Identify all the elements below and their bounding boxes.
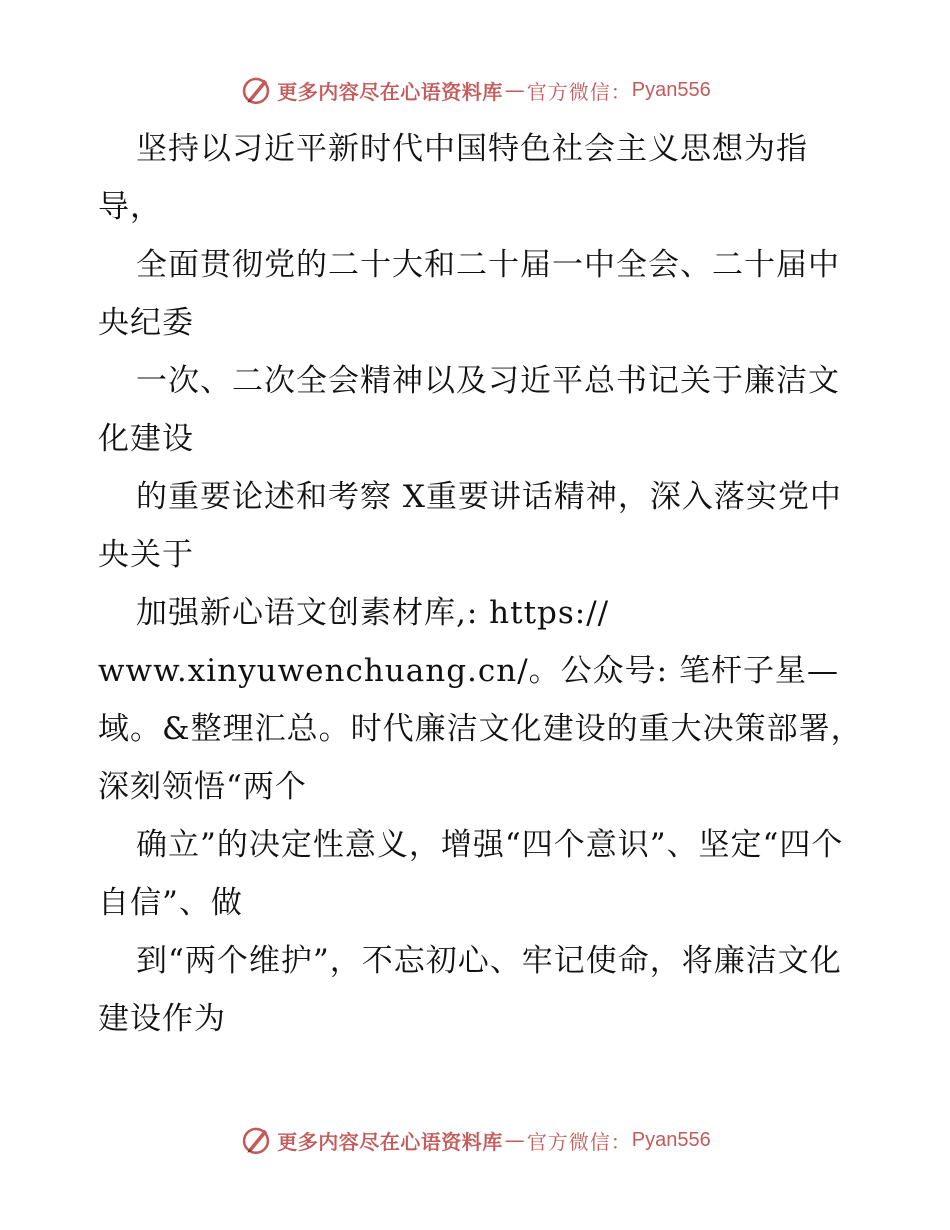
banner-separator: — [504,1128,525,1152]
banner-wechat-id: Pyan556 [631,78,711,101]
pen-logo-icon [239,1123,273,1157]
paragraph-6: 确立”的决定性意义，增强“四个意识”、坚定“四个自信”、做 [98,827,844,921]
paragraph-7: 到“两个维护”，不忘初心、牢记使命，将廉洁文化建设作为 [98,943,842,1037]
paragraph-3: 一次、二次全会精神以及习近平总书记关于廉洁文化建设 [98,363,840,457]
paragraph-5: 加强新心语文创素材库,: https:// www.xinyuwenchuang.cn/。公众号: 笔杆子星—域。&整理汇总。时代廉洁文化建设的重大决策部署，深刻领悟“两个 [98,595,863,805]
footer-banner [0,1120,950,1160]
pen-logo-icon [239,73,273,107]
banner-official-label: 官方微信： [526,1129,632,1154]
paragraph-1: 坚持以习近平新时代中国特色社会主义思想为指导， [98,131,808,225]
paragraph-2: 全面贯彻党的二十大和二十届一中全会、二十届中央纪委 [98,247,840,341]
banner-separator: — [504,78,525,102]
banner-title: 更多内容尽在心语资料库 [277,1129,503,1154]
banner-wechat-id: Pyan556 [631,1128,711,1151]
header-banner [0,70,950,110]
document-body [98,120,868,1048]
paragraph-4: 的重要论述和考察 X重要讲话精神，深入落实党中央关于 [98,479,842,573]
banner-title: 更多内容尽在心语资料库 [277,79,503,104]
banner-official-label: 官方微信： [526,79,632,104]
